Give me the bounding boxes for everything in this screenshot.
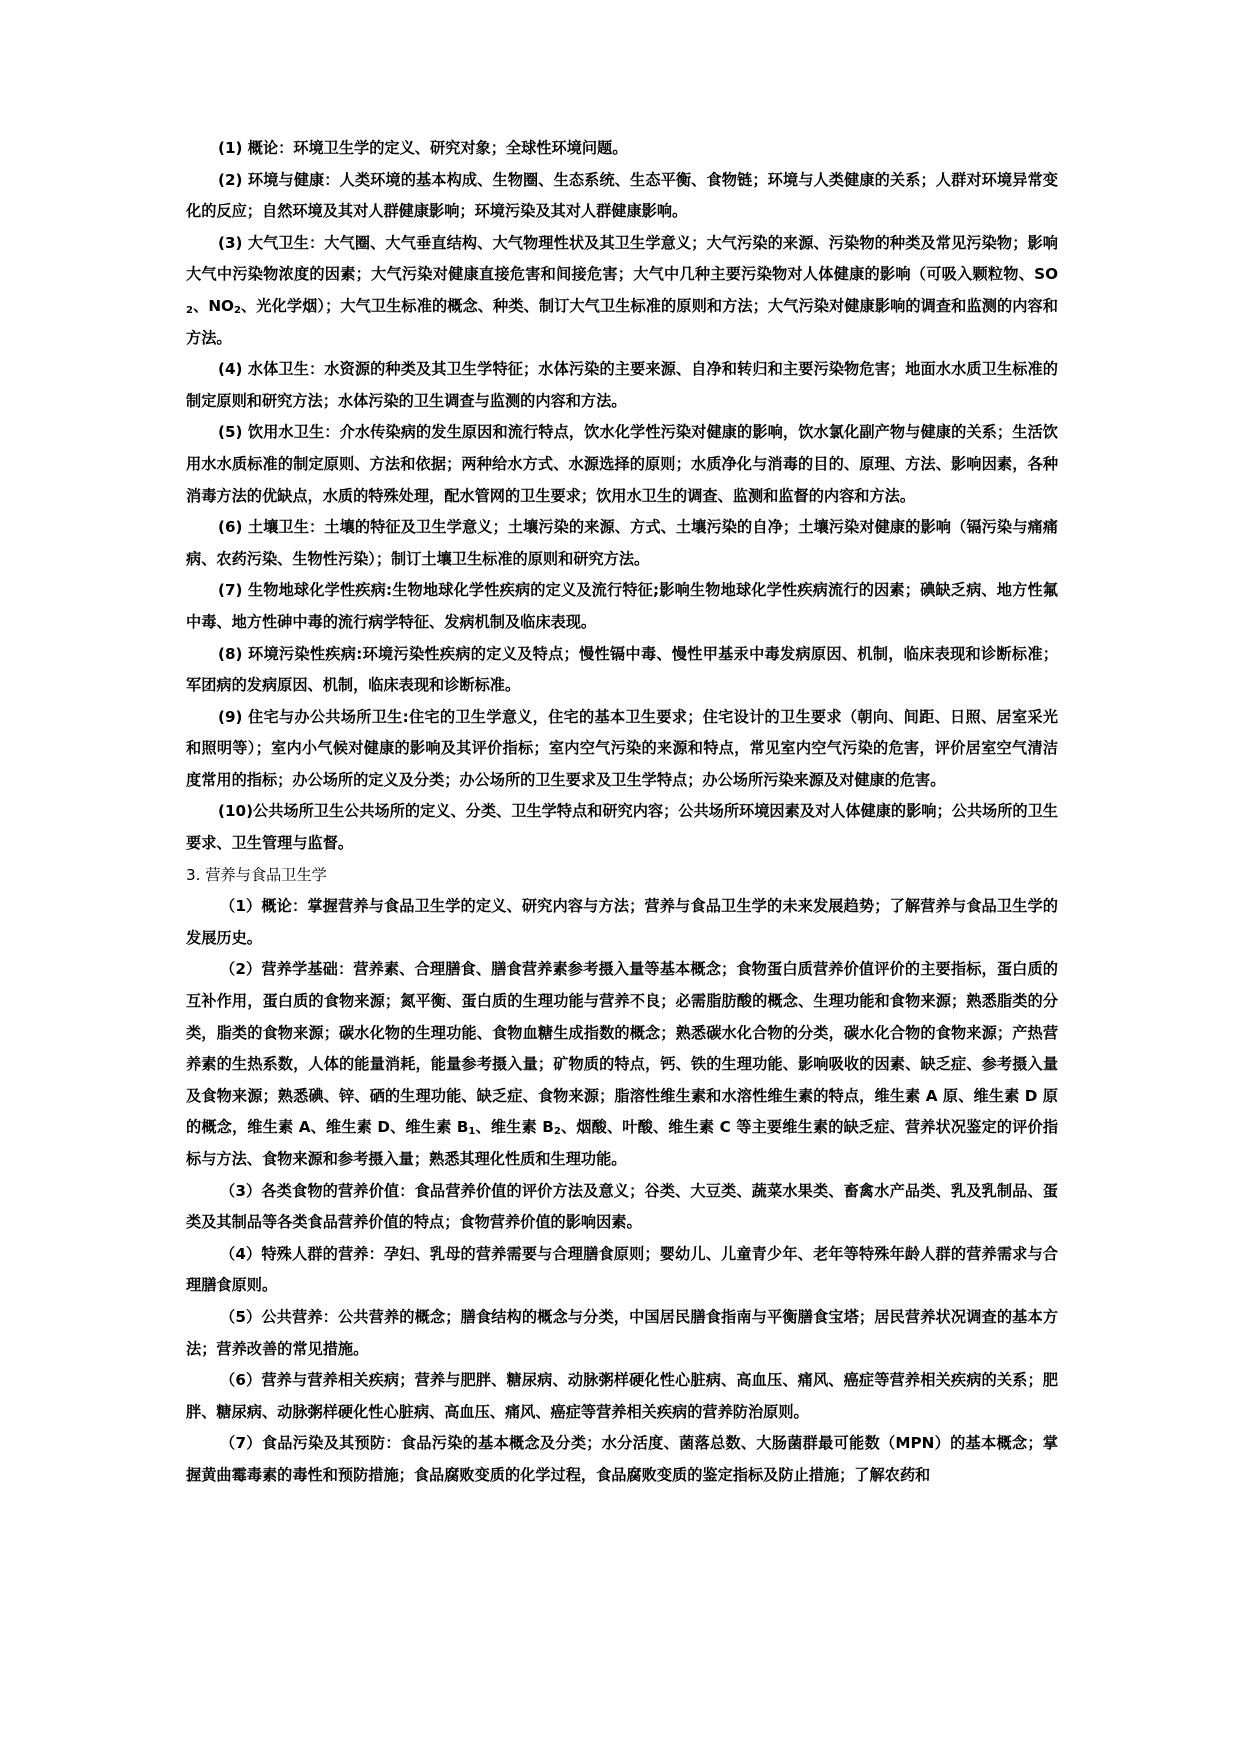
list-item: （1）概论：掌握营养与食品卫生学的定义、研究内容与方法；营养与食品卫生学的未来发展趋势；了解营养与食品卫生学的发展历史。 [186, 897, 1058, 947]
list-item-text-part-2: 、维生素 B [475, 1118, 554, 1137]
so2-subscript: 2 [186, 305, 193, 317]
list-item-text-before-formula: (3) 大气卫生：大气圈、大气垂直结构、大气物理性状及其卫生学意义；大气污染的来源、污染物的种类及常见污染物；影响大气中污染物浓度的因素；大气污染对健康直接危害和间接危害；大气中几种主要污染物对人体健康的影响（可吸入颗粒物、SO [186, 233, 1058, 284]
list-item: （4）特殊人群的营养：孕妇、乳母的营养需要与合理膳食原则；婴幼儿、儿童青少年、老年等特殊年龄人群的营养需求与合理膳食原则。 [186, 1244, 1058, 1295]
list-item-text-mid: 、NO [192, 296, 234, 315]
list-item: (10)公共场所卫生公共场所的定义、分类、卫生学特点和研究内容；公共场所环境因素及对人体健康的影响；公共场所的卫生要求、卫生管理与监督。 [186, 802, 1058, 853]
list-item: (8) 环境污染性疾病:环境污染性疾病的定义及特点；慢性镉中毒、慢性甲基汞中毒发病原因、机制，临床表现和诊断标准；军团病的发病原因、机制，临床表现和诊断标准。 [186, 644, 1058, 695]
list-item: （3）各类食物的营养价值：食品营养价值的评价方法及意义；谷类、大豆类、蔬菜水果类、畜禽水产品类、乳及乳制品、蛋类及其制品等各类食品营养价值的特点；食物营养价值的影响因素。 [186, 1181, 1058, 1232]
list-item: (9) 住宅与办公共场所卫生:住宅的卫生学意义，住宅的基本卫生要求；住宅设计的卫生要求（朝向、间距、日照、居室采光和照明等）；室内小气候对健康的影响及其评价指标；室内空气污染的来源和特点，常见室内空气污染的危害，评价居室空气清洁度常用的指标；办公场所的定义及分类；办公场所的卫生要求及卫生学特点；办公场所污染来源及对健康的危害。 [186, 707, 1058, 789]
vitamin-b1-subscript: 1 [468, 1126, 476, 1138]
list-item: (7) 生物地球化学性疾病:生物地球化学性疾病的定义及流行特征;影响生物地球化学性疾病流行的因素；碘缺乏病、地方性氟中毒、地方性砷中毒的流行病学特征、发病机制及临床表现。 [186, 581, 1058, 631]
list-item: （6）营养与营养相关疾病；营养与肥胖、糖尿病、动脉粥样硬化性心脏病、高血压、痛风、癌症等营养相关疾病的关系；肥胖、糖尿病、动脉粥样硬化性心脏病、高血压、痛风、癌症等营养相关疾病的营养防治原则。 [186, 1371, 1058, 1421]
list-item: （7）食品污染及其预防：食品污染的基本概念及分类；水分活度、菌落总数、大肠菌群最可能数（MPN）的基本概念；掌握黄曲霉毒素的毒性和预防措施；食品腐败变质的化学过程，食品腐败变质的鉴定指标及防止措施；了解农药和 [186, 1434, 1058, 1484]
list-item: (6) 土壤卫生：土壤的特征及卫生学意义；土壤污染的来源、方式、土壤污染的自净；土壤污染对健康的影响（镉污染与痛痛病、农药污染、生物性污染）；制订土壤卫生标准的原则和研究方法。 [186, 518, 1058, 568]
list-item [186, 954, 1058, 1175]
list-item: (2) 环境与健康：人类环境的基本构成、生物圈、生态系统、生态平衡、食物链；环境与人类健康的关系；人群对环境异常变化的反应；自然环境及其对人群健康影响；环境污染及其对人群健康影响。 [186, 170, 1058, 221]
vitamin-b2-subscript: 2 [553, 1126, 561, 1138]
list-item-text-after-formula: 、光化学烟）；大气卫生标准的概念、种类、制订大气卫生标准的原则和方法；大气污染对健康影响的调查和监测的内容和方法。 [186, 296, 1058, 347]
page-content [186, 133, 1058, 1492]
list-item [186, 228, 1058, 354]
no2-subscript: 2 [233, 305, 241, 317]
list-item: (5) 饮用水卫生：介水传染病的发生原因和流行特点，饮水化学性污染对健康的影响，饮水氯化副产物与健康的关系；生活饮用水水质标准的制定原则、方法和依据；两种给水方式、水源选择的原则；水质净化与消毒的目的、原理、方法、影响因素，各种消毒方法的优缺点，水质的特殊处理，配水管网的卫生要求；饮用水卫生的调查、监测和监督的内容和方法。 [186, 423, 1058, 505]
list-item: (4) 水体卫生：水资源的种类及其卫生学特征；水体污染的主要来源、自净和转归和主要污染物危害；地面水水质卫生标准的制定原则和研究方法；水体污染的卫生调查与监测的内容和方法。 [186, 360, 1058, 410]
list-item-text-part-1: （2）营养学基础：营养素、合理膳食、膳食营养素参考摄入量等基本概念；食物蛋白质营养价值评价的主要指标，蛋白质的互补作用，蛋白质的食物来源；氮平衡、蛋白质的生理功能与营养不良；必需脂肪酸的概念、生理功能和食物来源；熟悉脂类的分类，脂类的食物来源；碳水化物的生理功能、食物血糖生成指数的概念；熟悉碳水化合物的分类，碳水化合物的食物来源；产热营养素的生热系数，人体的能量消耗，能量参考摄入量；矿物质的特点，钙、铁的生理功能、影响吸收的因素、缺乏症、参考摄入量及食物来源；熟悉碘、锌、硒的生理功能、缺乏症、食物来源；脂溶性维生素和水溶性维生素的特点，维生素 A 原、维生素 D 原的概念，维生素 A、维生素 D、维生素 B [186, 960, 1058, 1137]
section-heading-nutrition: 3. 营养与食品卫生学 [186, 865, 327, 884]
list-item: （5）公共营养：公共营养的概念；膳食结构的概念与分类，中国居民膳食指南与平衡膳食宝塔；居民营养状况调查的基本方法；营养改善的常见措施。 [186, 1307, 1058, 1358]
list-item-text-part-3: 、烟酸、叶酸、维生素 C 等主要维生素的缺乏症、营养状况鉴定的评价指标与方法、食物来源和参考摄入量；熟悉其理化性质和生理功能。 [186, 1118, 1058, 1168]
list-item: (1) 概论：环境卫生学的定义、研究对象；全球性环境问题。 [218, 139, 628, 157]
